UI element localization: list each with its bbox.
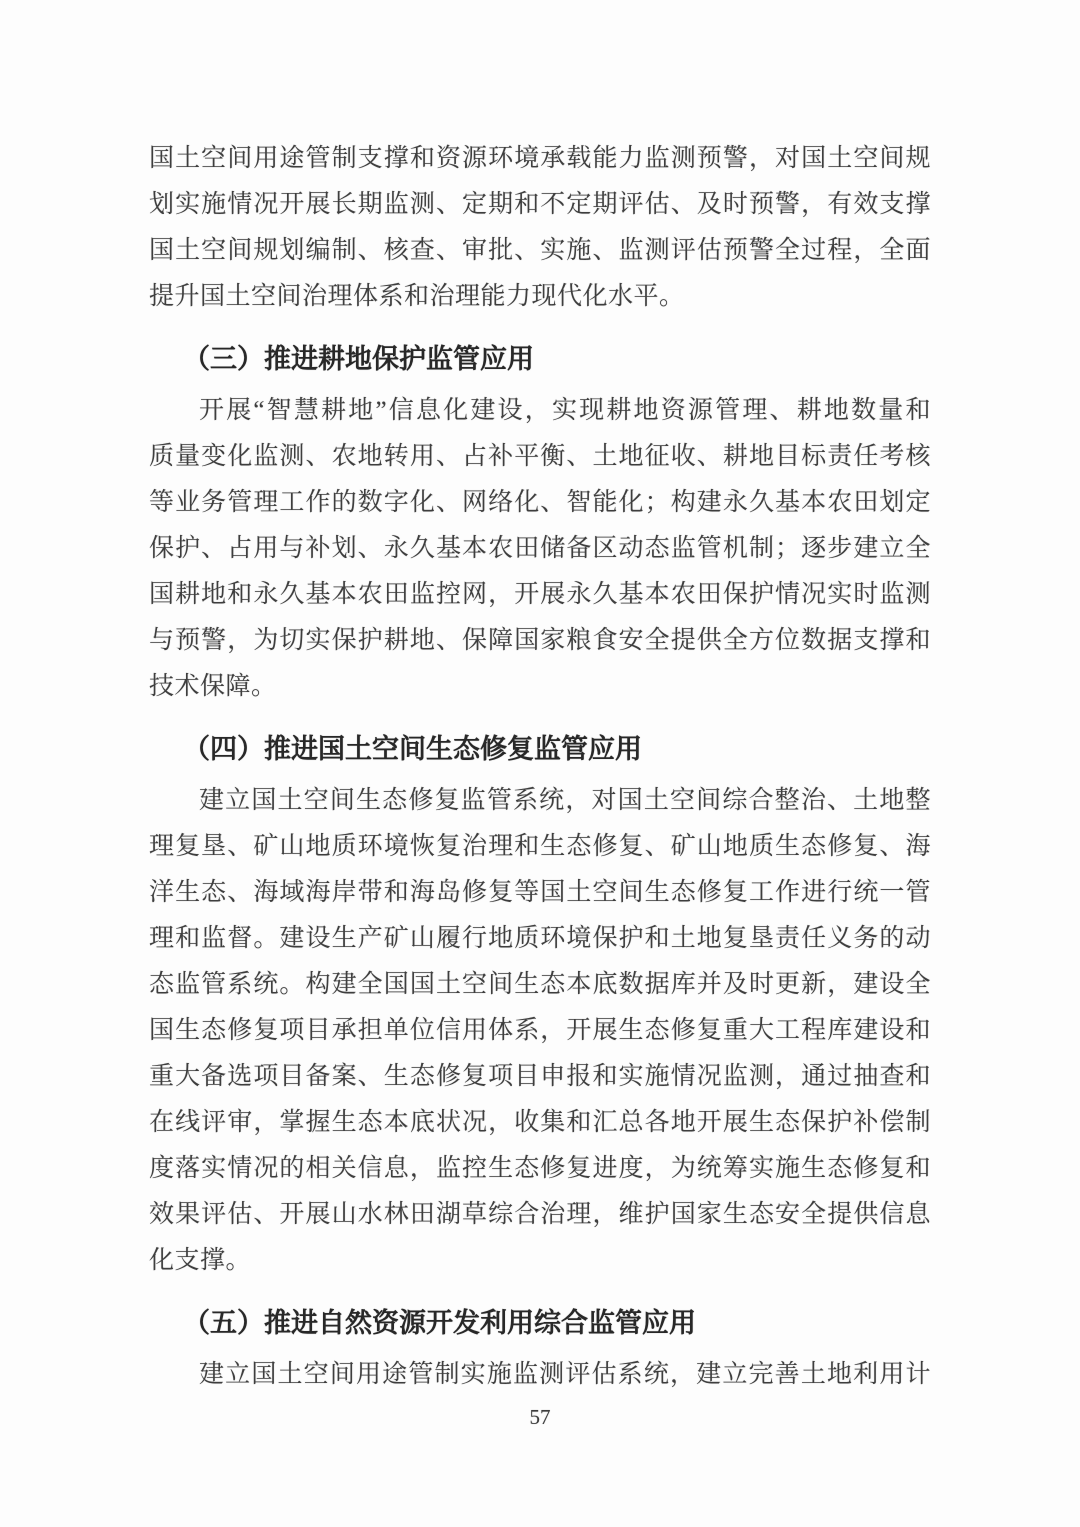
body-paragraph: [149, 388, 931, 710]
section-heading: （四）推进国土空间生态修复监管应用: [183, 734, 642, 764]
text-column: [149, 0, 931, 1398]
text-line: 化支撑。: [149, 1247, 252, 1274]
text-line: 在线评审，掌握生态本底状况，收集和汇总各地开展生态保护补偿制: [149, 1109, 931, 1136]
section-heading: （五）推进自然资源开发利用综合监管应用: [183, 1308, 696, 1338]
text-line: 提升国土空间治理体系和治理能力现代化水平。: [149, 283, 685, 310]
text-line: 效果评估、开展山水林田湖草综合治理，维护国家生态安全提供信息: [149, 1201, 931, 1228]
text-line: 建立国土空间用途管制实施监测评估系统，建立完善土地利用计: [199, 1361, 931, 1388]
text-line: 度落实情况的相关信息，监控生态修复进度，为统筹实施生态修复和: [149, 1155, 931, 1182]
text-line: 国土空间规划编制、核查、审批、实施、监测评估预警全过程，全面: [149, 237, 931, 264]
text-line: 等业务管理工作的数字化、网络化、智能化；构建永久基本农田划定: [149, 489, 931, 516]
body-paragraph: [149, 778, 931, 1284]
text-line: 国生态修复项目承担单位信用体系，开展生态修复重大工程库建设和: [149, 1017, 931, 1044]
body-paragraph: [149, 1352, 931, 1398]
text-line: 洋生态、海域海岸带和海岛修复等国土空间生态修复工作进行统一管: [149, 879, 931, 906]
text-line: 划实施情况开展长期监测、定期和不定期评估、及时预警，有效支撑: [149, 191, 931, 218]
text-line: 态监管系统。构建全国国土空间生态本底数据库并及时更新，建设全: [149, 971, 931, 998]
text-line: 技术保障。: [149, 673, 277, 700]
section-heading: （三）推进耕地保护监管应用: [183, 344, 534, 374]
text-line: 国耕地和永久基本农田监控网，开展永久基本农田保护情况实时监测: [149, 581, 931, 608]
text-line: 开展“智慧耕地”信息化建设，实现耕地资源管理、耕地数量和: [199, 397, 931, 424]
text-line: 保护、占用与补划、永久基本农田储备区动态监管机制；逐步建立全: [149, 535, 931, 562]
page-number: 57: [529, 1405, 551, 1429]
text-line: 国土空间用途管制支撑和资源环境承载能力监测预警，对国土空间规: [149, 145, 931, 172]
text-line: 与预警，为切实保护耕地、保障国家粮食安全提供全方位数据支撑和: [149, 627, 931, 654]
body-paragraph: [149, 136, 931, 320]
text-line: 理和监督。建设生产矿山履行地质环境保护和土地复垦责任义务的动: [149, 925, 931, 952]
text-line: 建立国土空间生态修复监管系统，对国土空间综合整治、土地整: [199, 787, 931, 814]
text-line: 理复垦、矿山地质环境恢复治理和生态修复、矿山地质生态修复、海: [149, 833, 931, 860]
text-line: 重大备选项目备案、生态修复项目申报和实施情况监测，通过抽查和: [149, 1063, 931, 1090]
text-line: 质量变化监测、农地转用、占补平衡、土地征收、耕地目标责任考核: [149, 443, 931, 470]
